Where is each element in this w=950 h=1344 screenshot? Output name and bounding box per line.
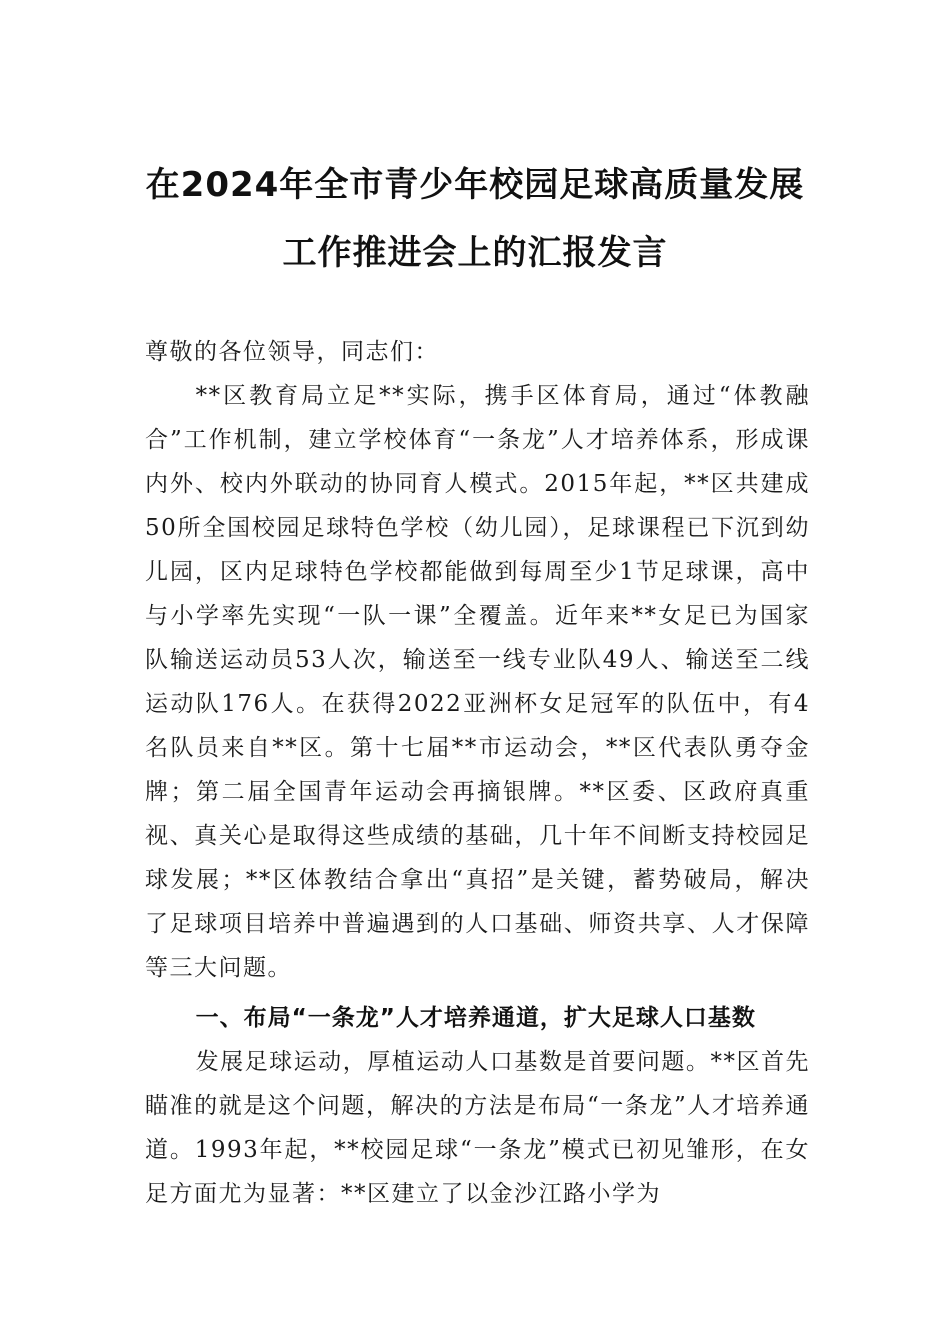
body-paragraph-2 bbox=[145, 1040, 810, 1216]
paragraph-text: **区教育局立足**实际，携手区体育局，通过“体教融合”工作机制，建立学校体育“一条龙”人才培养体系，形成课内外、校内外联动的协同育人模式。2015年起，**区共建成50所全国校园足球特色学校（幼儿园），足球课程已下沉到幼儿园，区内足球特色学校都能做到每周至少1节足球课，高中与小学率先实现“一队一课”全覆盖。近年来**女足已为国家队输送运动员53人次，输送至一线专业队49人、输送至二线运动队176人。在获得2022亚洲杯女足冠军的队伍中，有4名队员来自**区。第十七届**市运动会，**区代表队勇夺金牌；第二届全国青年运动会再摘银牌。**区委、区政府真重视、真关心是取得这些成绩的基础，几十年不间断支持校园足球发展；**区体教结合拿出“真招”是关键，蓄势破局，解决了足球项目培养中普遍遇到的人口基础、师资共享、人才保障等三大问题。 bbox=[145, 383, 810, 981]
document-title-line1: 在2024年全市青少年校园足球高质量发展 bbox=[145, 165, 805, 205]
body-paragraph-1 bbox=[145, 374, 810, 990]
document-title-line2: 工作推进会上的汇报发言 bbox=[282, 233, 668, 273]
section-heading-1: 一、布局“一条龙”人才培养通道，扩大足球人口基数 bbox=[195, 1005, 756, 1031]
salutation: 尊敬的各位领导，同志们： bbox=[145, 339, 439, 365]
paragraph-text: 发展足球运动，厚植运动人口基数是首要问题。**区首先瞄准的就是这个问题，解决的方法是布局“一条龙”人才培养通道。1993年起，**校园足球“一条龙”模式已初见雏形，在女足方面尤为显著：**区建立了以金沙江路小学为 bbox=[145, 1049, 810, 1207]
